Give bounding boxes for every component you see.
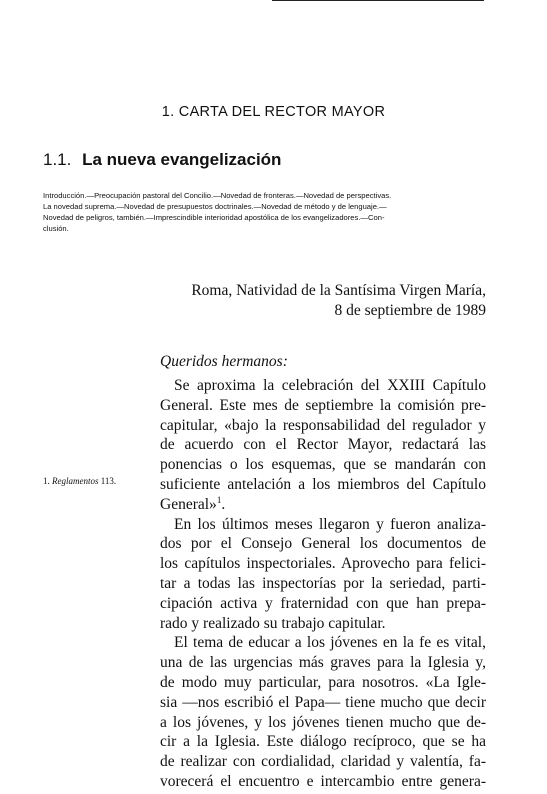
dateline-place: Roma, Natividad de la Santísima Virgen María,: [191, 282, 486, 299]
summary-line: Novedad de peligros, también.—Imprescindible interioridad apostólica de los evangelizadores.—Con-: [43, 213, 385, 222]
chapter-title: 1. CARTA DEL RECTOR MAYOR: [161, 104, 386, 120]
section-heading: [43, 150, 281, 170]
top-rule: [272, 0, 484, 1]
summary-line: La novedad suprema.—Novedad de presupuestos doctrinales.—Novedad de método y de lenguaje.—: [43, 202, 387, 211]
dateline-date: 8 de septiembre de 1989: [334, 302, 486, 319]
footnote-reference: 1: [216, 494, 222, 505]
body-line: de modo muy particular, para nosotros. «La Igle-: [160, 673, 486, 691]
body-line-with-reference: General»$^1$.: [160, 494, 226, 513]
body-line: de acuerdo con el Rector Mayor, redactará las: [160, 436, 486, 454]
summary-line: clusión.: [43, 224, 69, 233]
body-line: los capítulos inspectoriales. Aprovecho para felici-: [160, 555, 486, 573]
body-line: a los jóvenes, y los jóvenes tienen mucho que de-: [160, 713, 486, 731]
body-line: cipación activa y fraternidad con que han prepa-: [160, 594, 486, 612]
letter-body: [160, 376, 486, 792]
footnote-number: 1.: [43, 476, 50, 486]
section-number: 1.1.: [43, 150, 72, 169]
body-line: sia —nos escribió el Papa— tiene mucho que decir: [160, 693, 486, 711]
body-line: dos por el Consejo General los documentos de: [160, 535, 486, 553]
body-line: tar a todas las inspectorías por la seriedad, parti-: [160, 574, 486, 592]
body-line: vorecerá el encuentro e intercambio entre genera-: [160, 772, 486, 790]
section-summary: [43, 190, 485, 234]
body-line: suficiente antelación a los miembros del Capítulo: [160, 475, 486, 493]
dateline: [160, 281, 486, 321]
body-line: General»: [160, 495, 217, 513]
body-line: cir a la Iglesia. Este diálogo recíproco, que se ha: [160, 733, 486, 751]
body-line: General. Este mes de septiembre la comisión pre-: [160, 396, 486, 414]
body-line: ponencias o los esquemas, que se mandarán con: [160, 456, 486, 474]
body-line: rado y realizado su trabajo capitular.: [160, 614, 386, 632]
section-title: La nueva evangelización: [82, 150, 282, 169]
body-line: una de las urgencias más graves para la Iglesia y,: [160, 654, 486, 672]
body-line: Se aproxima la celebración del XXIII Capítulo: [174, 377, 486, 394]
body-line: En los últimos meses llegaron y fueron analiza-: [174, 515, 486, 533]
margin-footnote: [43, 476, 116, 486]
footnote-page: 113.: [100, 476, 117, 486]
footnote-source: Reglamentos: [52, 476, 99, 486]
body-line: capitular, «bajo la responsabilidad del regulador y: [160, 416, 486, 434]
body-line: de realizar con cordialidad, claridad y valentía, fa-: [160, 753, 486, 771]
body-line: El tema de educar a los jóvenes en la fe es vital,: [174, 634, 486, 652]
salutation: Queridos hermanos:: [160, 353, 288, 370]
summary-line: Introducción.—Preocupación pastoral del Concilio.—Novedad de fronteras.—Novedad de perspectivas.: [43, 191, 392, 200]
